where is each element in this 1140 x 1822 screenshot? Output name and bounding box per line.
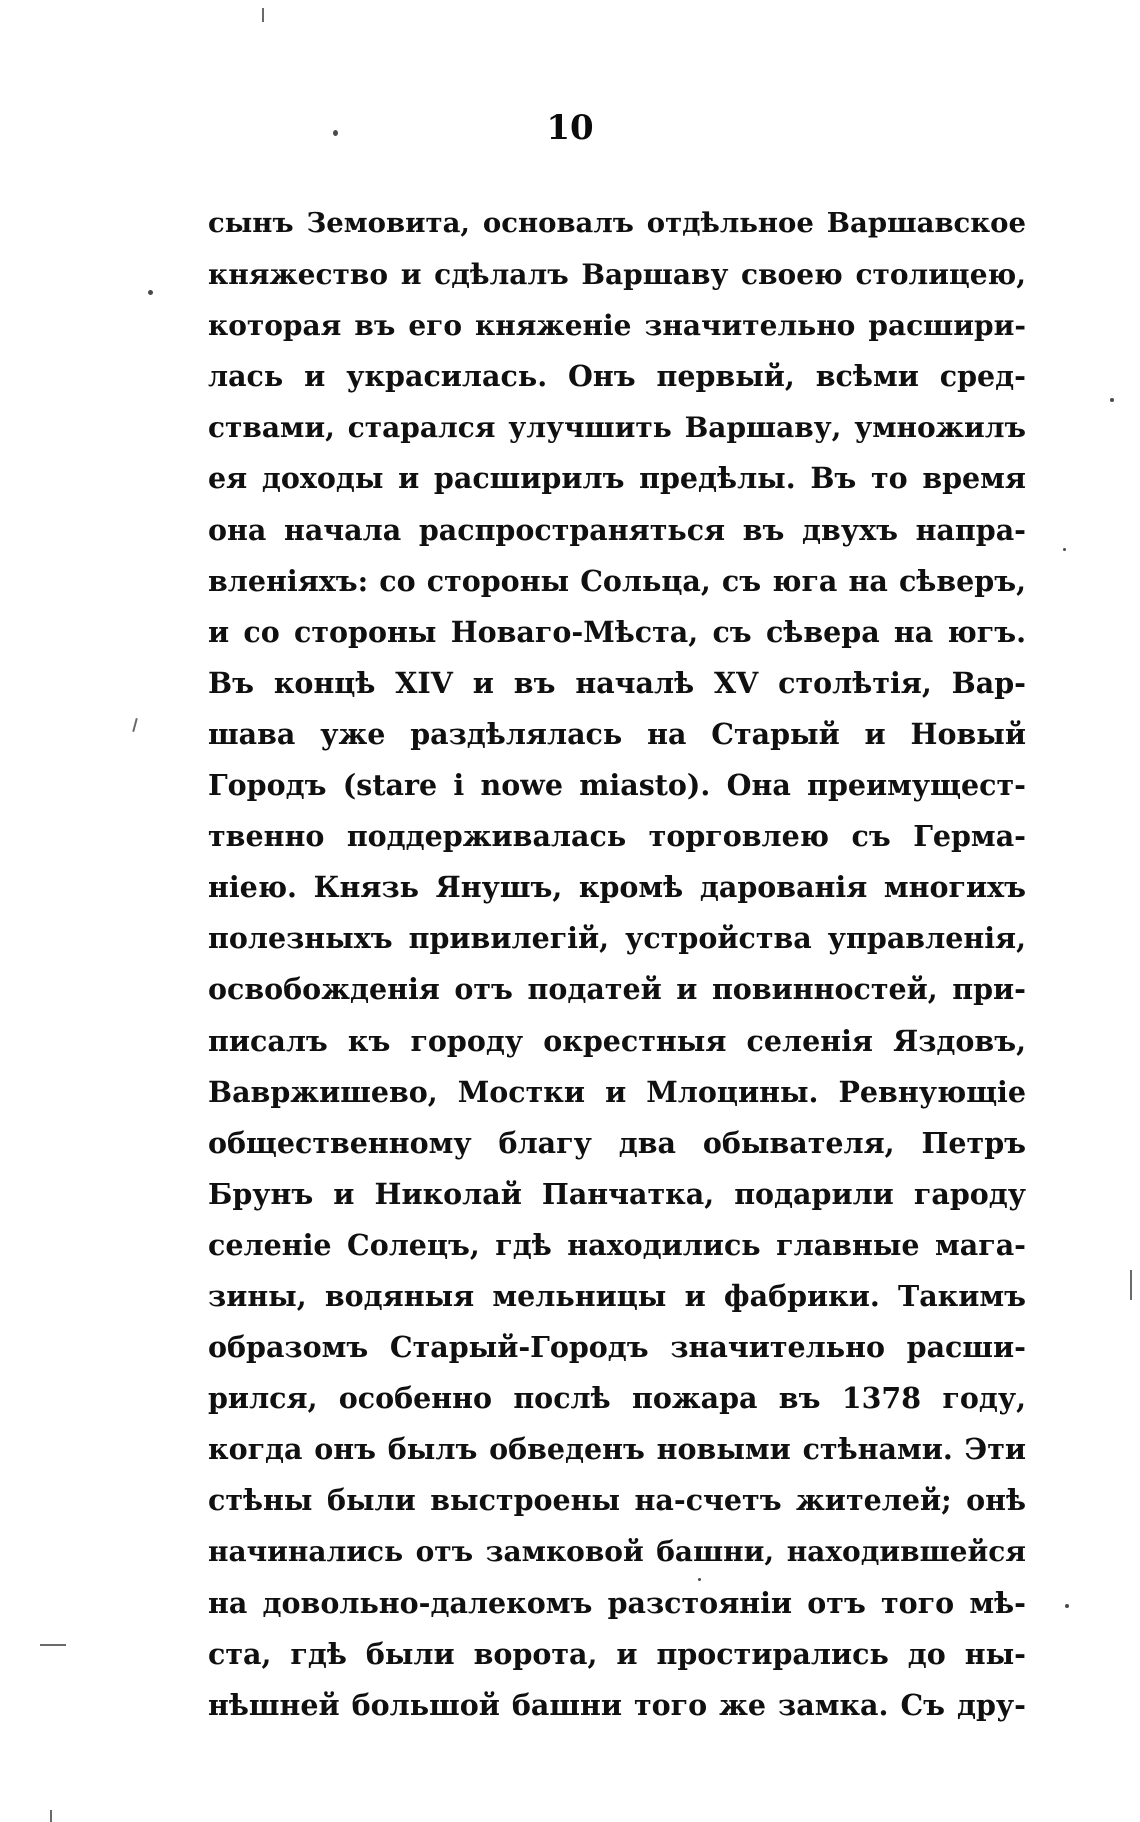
- text-line: лась и украсилась. Онъ первый, всѣми сред-: [208, 359, 1026, 394]
- text-line: рился, особенно послѣ пожара въ 1378 году,: [208, 1381, 1026, 1416]
- text-line: когда онъ былъ обведенъ новыми стѣнами. Эти: [208, 1432, 1026, 1467]
- scan-mark: [262, 8, 264, 22]
- body-text: [208, 198, 1026, 1731]
- text-line: стѣны были выстроены на-счетъ жителей; онѣ: [208, 1483, 1026, 1518]
- scan-speck: [1063, 548, 1066, 551]
- text-line: писалъ къ городу окрестныя селенія Яздовъ,: [208, 1023, 1026, 1058]
- text-line: княжество и сдѣлалъ Варшаву своею столицею,: [208, 258, 1026, 292]
- text-line: ста, гдѣ были ворота, и простирались до ны-: [208, 1636, 1026, 1671]
- text-line: сынъ Земовита, основалъ отдѣльное Варшавское: [208, 207, 1026, 239]
- text-line: селеніе Солецъ, гдѣ находились главные мага-: [208, 1227, 1026, 1262]
- page-number: 10: [546, 108, 594, 148]
- text-line: освобожденія отъ податей и повинностей, при-: [208, 972, 1026, 1007]
- text-line: которая въ его княженіе значительно расшири-: [208, 309, 1026, 343]
- scan-mark: [1130, 1270, 1132, 1300]
- text-line: шава уже раздѣлялась на Старый и Новый: [208, 716, 1026, 751]
- text-line: Вавржишево, Мостки и Млоцины. Ревнующіе: [208, 1074, 1026, 1109]
- scan-speck: [333, 130, 338, 136]
- text-line: она начала распространяться въ двухъ напра-: [208, 512, 1026, 547]
- text-line: твенно поддерживалась торговлею съ Герма-: [208, 819, 1026, 854]
- text-line: образомъ Старый-Городъ значительно расши-: [208, 1330, 1026, 1365]
- text-line: ніею. Князь Янушъ, кромѣ дарованія многихъ: [208, 870, 1026, 905]
- text-line: ея доходы и расширилъ предѣлы. Въ то время: [208, 461, 1026, 496]
- text-line: Брунъ и Николай Панчатка, подарили гароду: [208, 1176, 1026, 1211]
- scan-mark: [50, 1810, 52, 1822]
- text-line: общественному благу два обывателя, Петръ: [208, 1125, 1026, 1160]
- text-line: нѣшней большой башни того же замка. Съ дру-: [208, 1687, 1026, 1722]
- text-line: Въ концѣ XIV и въ началѣ XV столѣтія, Вар-: [208, 665, 1026, 700]
- text-line: вленіяхъ: со стороны Сольца, съ юга на сѣверъ,: [208, 563, 1026, 598]
- scan-mark: [40, 1644, 66, 1646]
- text-line: Городъ (stare i nowe miasto). Она преимущест-: [208, 768, 1026, 803]
- text-line: начинались отъ замковой башни, находившейся: [208, 1535, 1026, 1569]
- text-line: ствами, старался улучшить Варшаву, умножилъ: [208, 411, 1026, 445]
- scan-mark: [132, 718, 138, 732]
- text-line: и со стороны Новаго-Мѣста, съ сѣвера на югъ.: [208, 614, 1026, 649]
- text-line: полезныхъ привилегій, устройства управленія,: [208, 921, 1026, 956]
- scan-speck: [698, 1578, 701, 1581]
- scan-speck: [1110, 398, 1114, 402]
- text-line: зины, водяныя мельницы и фабрики. Такимъ: [208, 1278, 1026, 1313]
- scan-speck: [1065, 1604, 1069, 1608]
- text-line: на довольно-далекомъ разстояніи отъ того мѣ-: [208, 1585, 1026, 1620]
- scan-speck: [148, 290, 153, 295]
